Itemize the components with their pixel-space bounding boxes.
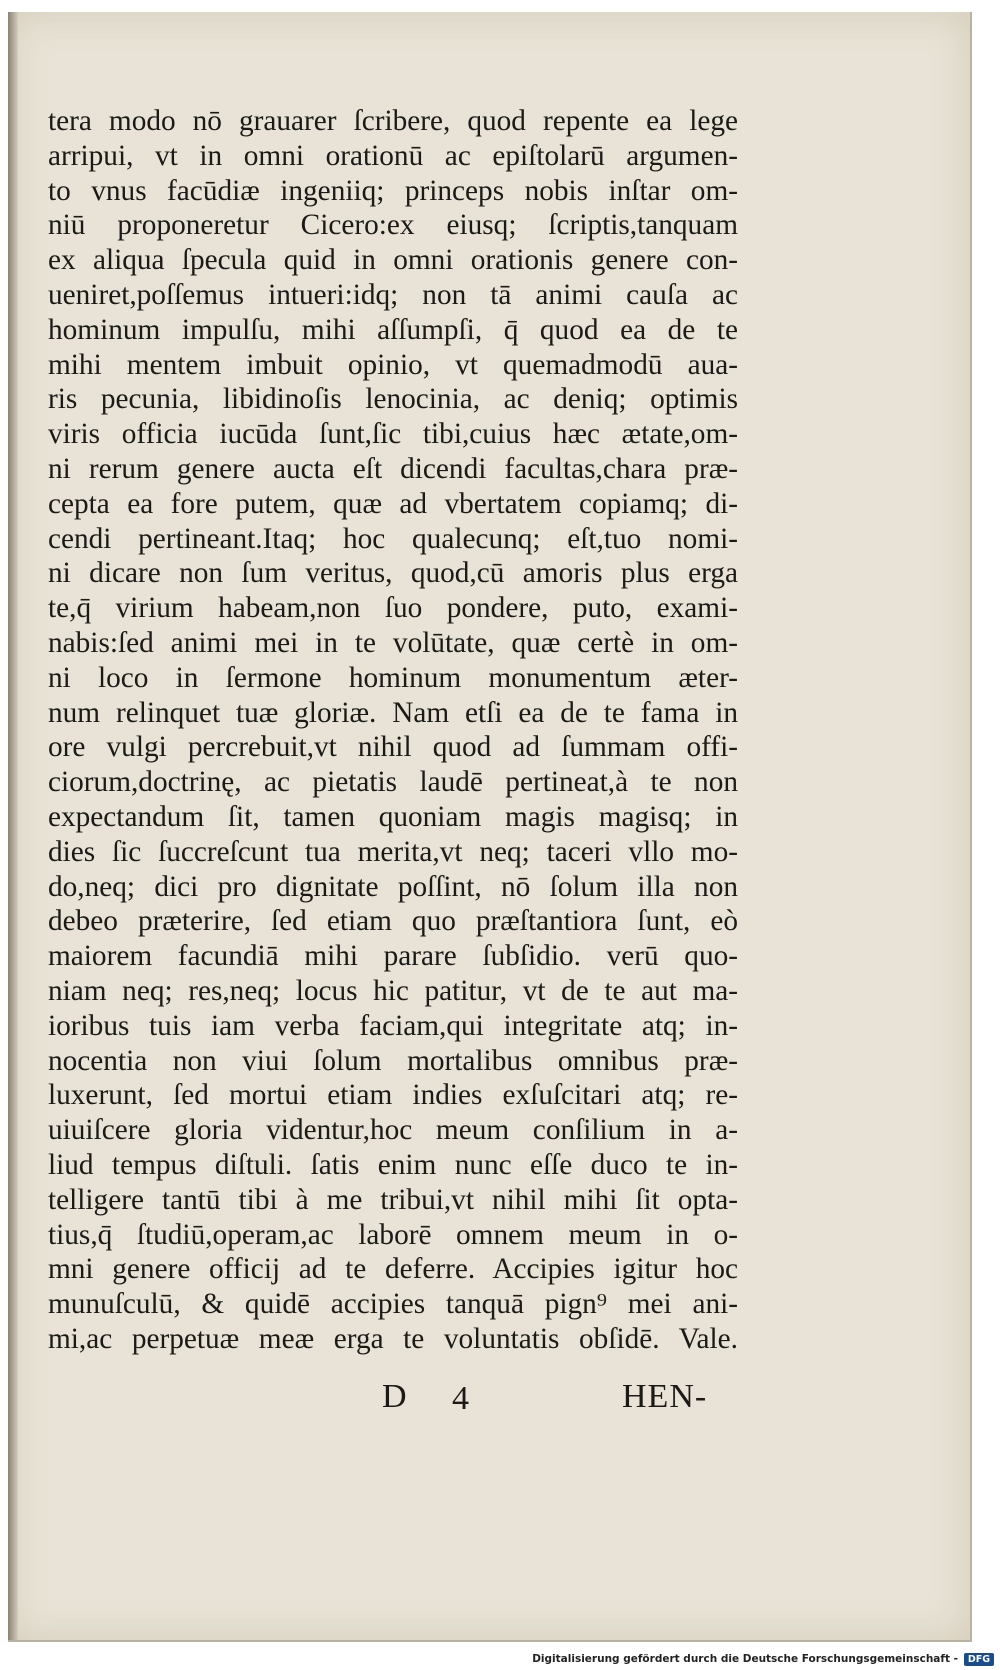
text-line: ioribus tuis iam verba faciam,qui integritate atq; in- (48, 1009, 738, 1042)
text-line: tius,q̄ ſtudiū,operam,ac laborē omnem meum in o- (48, 1218, 738, 1251)
body-text (48, 104, 738, 1357)
text-line: ris pecunia, libidinoſis lenocinia, ac deniq; optimis (48, 383, 738, 416)
text-line: uiuiſcere gloria videntur,hoc meum conſilium in a- (48, 1114, 738, 1147)
text-line: niam neq; res,neq; locus hic patitur, vt de te aut ma- (48, 974, 738, 1007)
text-line: niū proponeretur Cicero:ex eiusq; ſcriptis,tanquam (48, 209, 738, 242)
catchword: HEN- (622, 1378, 708, 1415)
text-line: dies ſic ſuccreſcunt tua merita,vt neq; taceri vllo mo- (48, 835, 738, 868)
text-line: nocentia non viui ſolum mortalibus omnibus præ- (48, 1044, 738, 1077)
text-line: maiorem facundiā mihi parare ſubſidio. verū quo- (48, 940, 738, 973)
text-line: cepta ea fore putem, quæ ad vbertatem copiamq; di- (48, 487, 738, 520)
text-line: mi,ac perpetuæ meæ erga te voluntatis obſidē. Vale. (48, 1322, 738, 1355)
text-line: ciorum,doctrinę, ac pietatis laudē pertineat,à te non (48, 766, 738, 799)
text-line: ueniret,poſſemus intueri:idq; non tā animi cauſa ac (48, 278, 738, 311)
text-line: num relinquet tuæ gloriæ. Nam etſi ea de te fama in (48, 696, 738, 729)
digitization-credit: Digitalisierung gefördert durch die Deutsche Forschungsgemeinschaft - (532, 1653, 958, 1665)
text-line: ni dicare non ſum veritus, quod,cū amoris plus erga (48, 557, 738, 590)
text-line: viris officia iucūda ſunt,ſic tibi,cuius hæc ætate,om- (48, 418, 738, 451)
text-line: ni loco in ſermone hominum monumentum æter- (48, 661, 738, 694)
text-line: nabis:ſed animi mei in te volūtate, quæ certè in om- (48, 626, 738, 659)
text-line: hominum impulſu, mihi aſſumpſi, q̄ quod ea de te (48, 313, 738, 346)
text-line: te,q̄ virium habeam,non ſuo pondere, puto, exami- (48, 592, 738, 625)
text-line: telligere tantū tibi à me tribui,vt nihil mihi ſit opta- (48, 1183, 738, 1216)
text-line: ore vulgi percrebuit,vt nihil quod ad ſummam offi- (48, 731, 738, 764)
signature-mark: D (382, 1378, 407, 1415)
text-line: to vnus facūdiæ ingeniiq; princeps nobis inſtar om- (48, 174, 738, 207)
text-line: arripui, vt in omni orationū ac epiſtolarū argumen- (48, 139, 738, 172)
text-line: luxerunt, ſed mortui etiam indies exſuſcitari atq; re- (48, 1079, 738, 1112)
text-line: do,neq; dici pro dignitate poſſint, nō ſolum illa non (48, 870, 738, 903)
page-footer (0, 1378, 1000, 1422)
dfg-logo: DFG (964, 1653, 994, 1666)
text-line: liud tempus diſtuli. ſatis enim nunc eſſe duco te in- (48, 1148, 738, 1181)
text-line: ni rerum genere aucta eſt dicendi facultas,chara præ- (48, 452, 738, 485)
text-line: expectandum ſit, tamen quoniam magis magisq; in (48, 800, 738, 833)
text-line: cendi pertineant.Itaq; hoc qualecunq; eſt,tuo nomi- (48, 522, 738, 555)
text-line: debeo præterire, ſed etiam quo præſtantiora ſunt, eò (48, 905, 738, 938)
text-line: ex aliqua ſpecula quid in omni orationis genere con- (48, 244, 738, 277)
folio-number: 4 (452, 1380, 469, 1417)
text-line: munuſculū, & quidē accipies tanquā pign⁹ mei ani- (48, 1288, 738, 1321)
text-line: mni genere officij ad te deferre. Accipies igitur hoc (48, 1253, 738, 1286)
text-line: mihi mentem imbuit opinio, vt quemadmodū aua- (48, 348, 738, 381)
text-line: tera modo nō grauarer ſcribere, quod repente ea lege (48, 105, 738, 137)
